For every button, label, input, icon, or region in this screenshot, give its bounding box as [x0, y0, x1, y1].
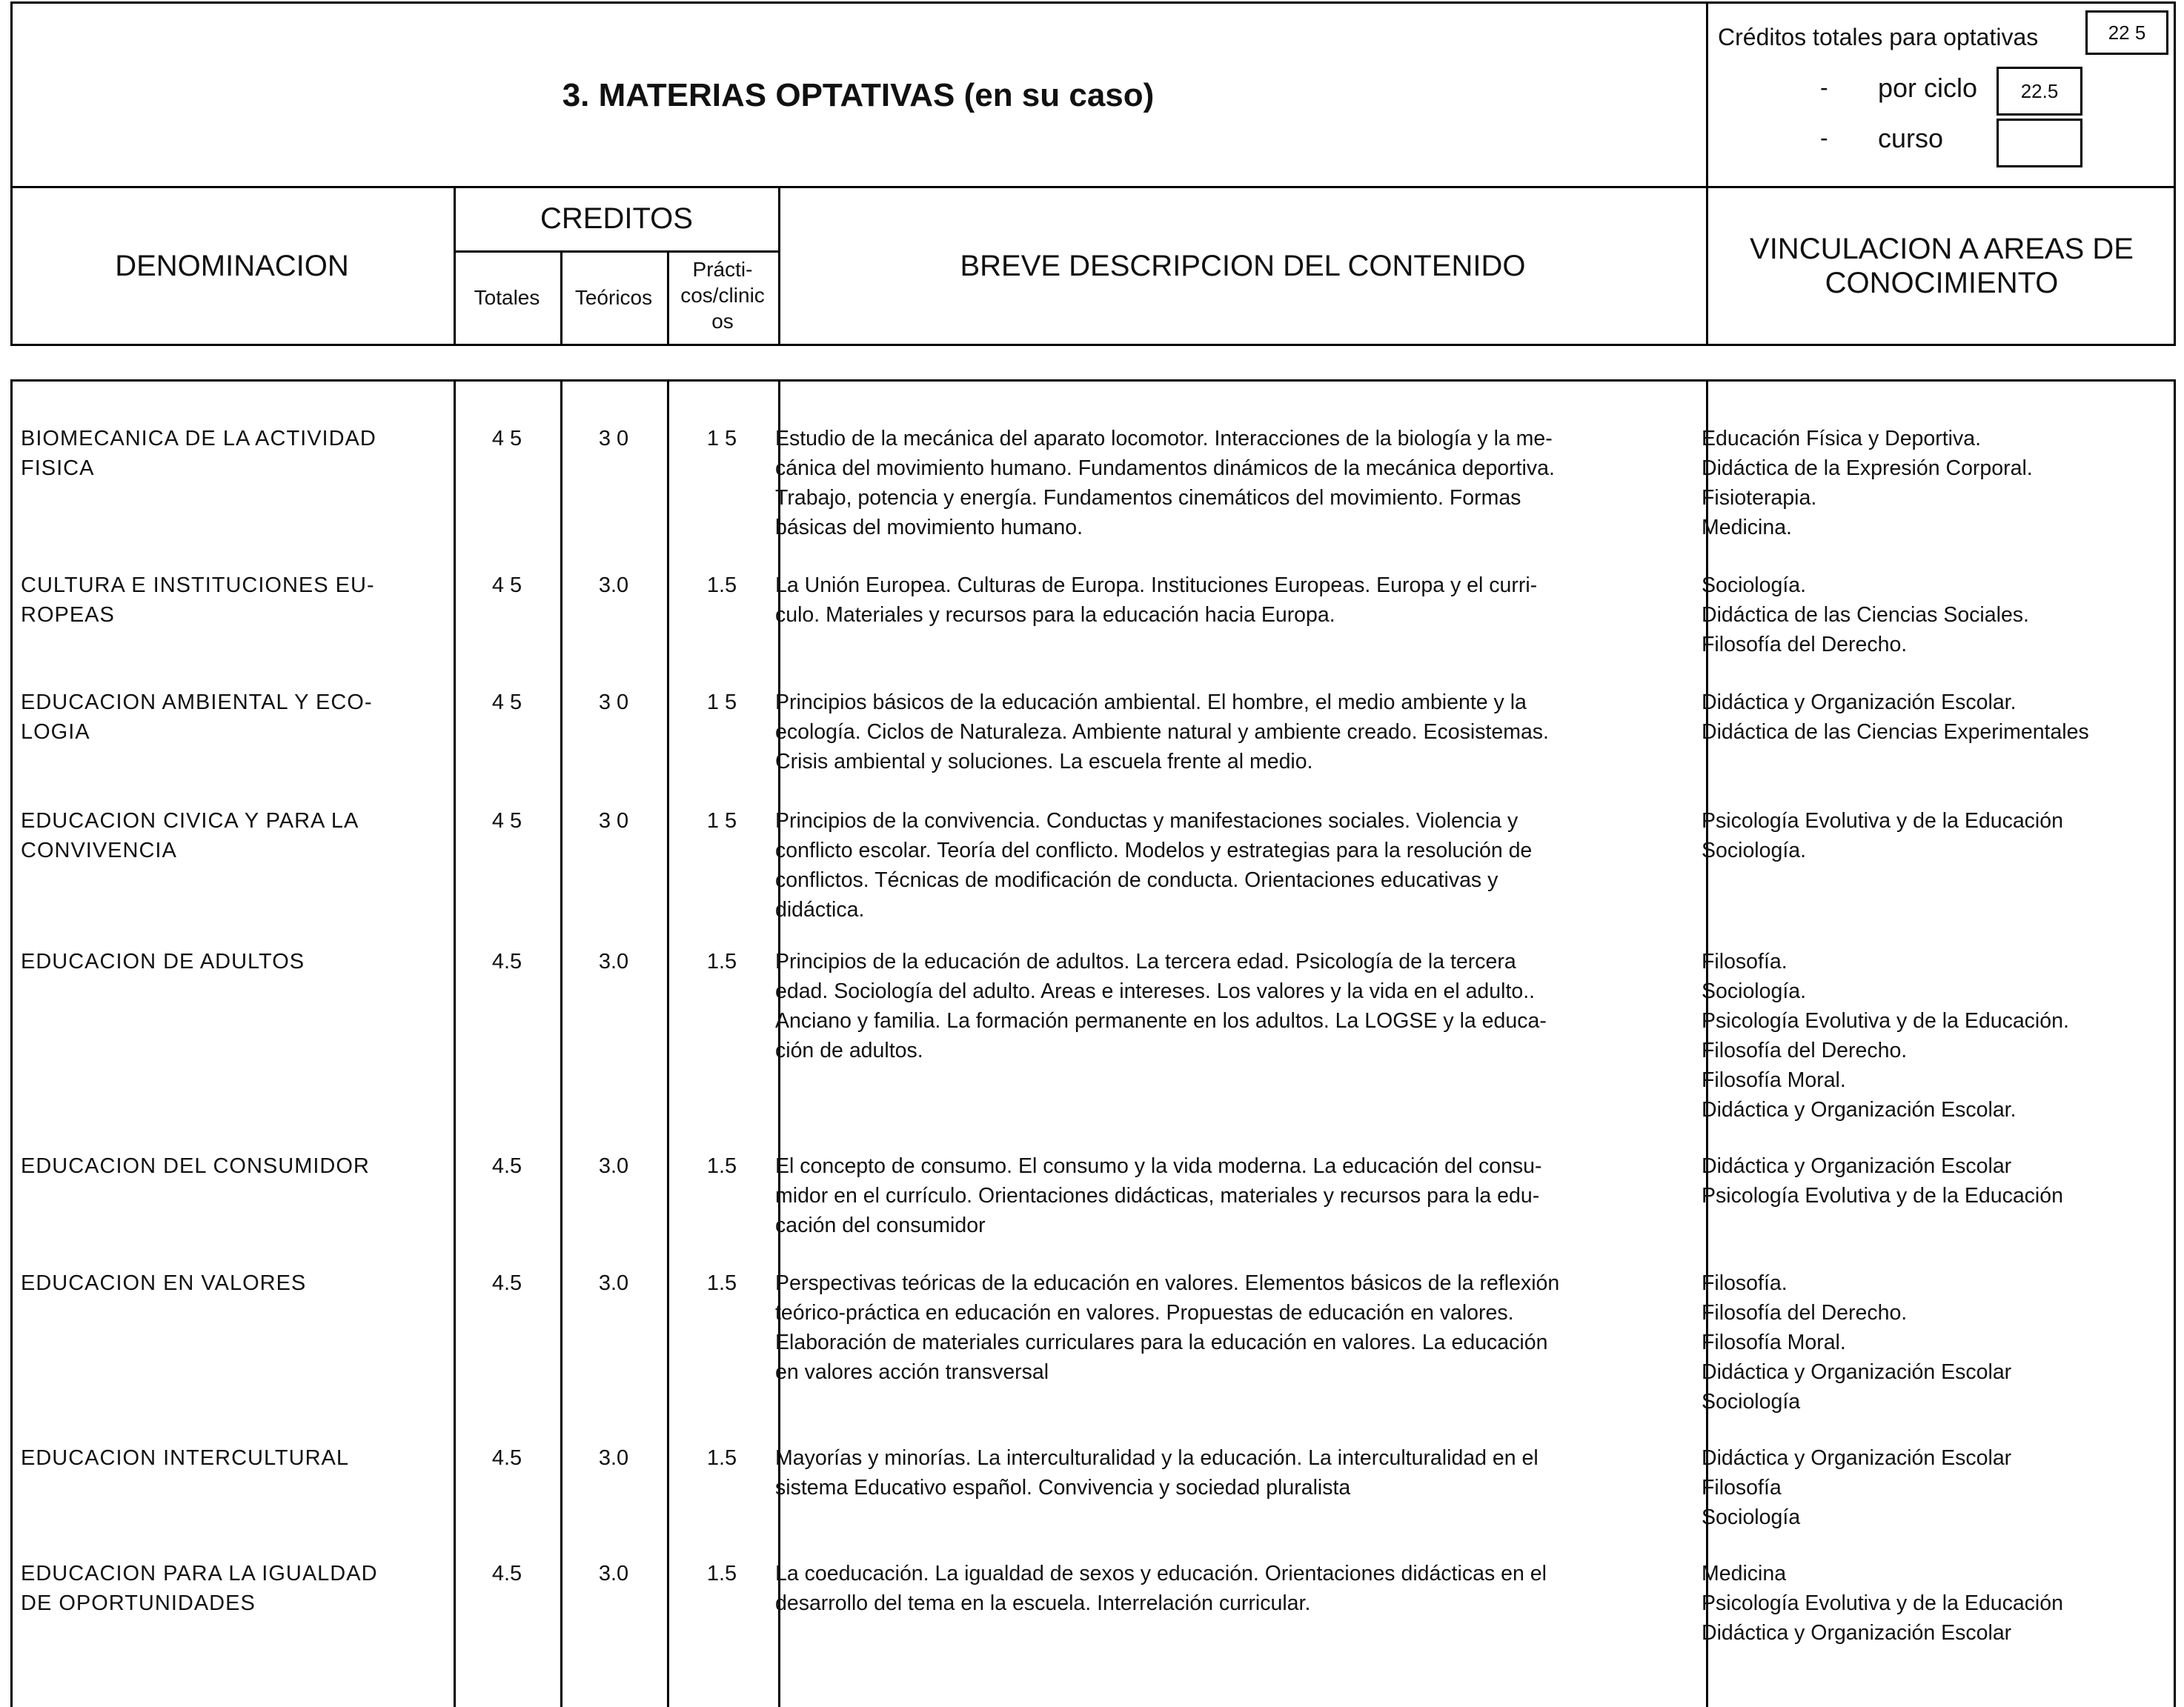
por-ciclo-label: por ciclo — [1878, 73, 1978, 103]
col-creditos: CREDITOS — [540, 202, 693, 235]
row-totales: 4 5 — [491, 809, 522, 833]
row-descripcion-line: Anciano y familia. La formación permanente en los adultos. La LOGSE y la educa- — [775, 1009, 1547, 1033]
row-area-item: Medicina — [1702, 1562, 1787, 1585]
row-totales: 4.5 — [491, 1271, 522, 1295]
row-descripcion — [775, 1268, 1690, 1387]
row-area-item: Filosofía Moral. — [1702, 1068, 1846, 1092]
row-denominacion — [21, 688, 436, 747]
row-area-item: Didáctica de las Ciencias Experimentales — [1702, 720, 2089, 744]
row-descripcion-line: desarrollo del tema en la escuela. Interrelación curricular. — [775, 1591, 1311, 1615]
por-ciclo-value: 22.5 — [1997, 67, 2082, 116]
row-teoricos: 3.0 — [598, 1562, 629, 1585]
row-area-item: Medicina. — [1702, 516, 1792, 539]
row-area-item: Sociología — [1702, 1505, 1801, 1529]
row-descripcion-line: cación del consumidor — [775, 1214, 986, 1237]
row-descripcion-line: El concepto de consumo. El consumo y la vida moderna. La educación del consu- — [775, 1154, 1542, 1178]
row-totales: 4 5 — [491, 691, 522, 714]
row-descripcion — [775, 806, 1690, 925]
row-descripcion-line: didáctica. — [775, 898, 865, 922]
row-area-item: Didáctica de la Expresión Corporal. — [1702, 456, 2033, 480]
row-area-item: Psicología Evolutiva y de la Educación. — [1702, 1009, 2069, 1033]
row-descripcion-line: Principios básicos de la educación ambiental. El hombre, el medio ambiente y la — [775, 691, 1527, 714]
row-area-item: Filosofía — [1702, 1476, 1782, 1500]
row-teoricos: 3.0 — [598, 950, 629, 974]
row-denominacion-line: EDUCACION DEL CONSUMIDOR — [21, 1154, 370, 1178]
creditos-totales-label: Créditos totales para optativas — [1718, 24, 2039, 50]
row-descripcion-line: culo. Materiales y recursos para la educación hacia Europa. — [775, 603, 1335, 627]
curso-value — [1997, 119, 2082, 167]
curso-dash: - — [1820, 124, 1828, 151]
row-denominacion-line: EDUCACION PARA LA IGUALDAD — [21, 1562, 378, 1585]
row-descripcion-line: sistema Educativo español. Convivencia y sociedad pluralista — [775, 1476, 1351, 1500]
row-descripcion-line: midor en el currículo. Orientaciones didácticas, materiales y recursos para la edu- — [775, 1184, 1540, 1208]
col-teoricos: Teóricos — [574, 286, 653, 309]
row-area-item: Didáctica y Organización Escolar. — [1702, 691, 2017, 714]
row-denominacion — [21, 1443, 436, 1473]
row-denominacion-line: CULTURA E INSTITUCIONES EU- — [21, 573, 375, 597]
row-area-item: Psicología Evolutiva y de la Educación — [1702, 809, 2063, 833]
row-totales: 4 5 — [491, 573, 522, 597]
col-vinculacion-line: CONOCIMIENTO — [1825, 267, 2059, 299]
row-descripcion-line: cánica del movimiento humano. Fundamentos dinámicos de la mecánica deportiva. — [775, 456, 1555, 480]
row-practicos: 1.5 — [706, 1446, 737, 1470]
row-descripcion-line: Estudio de la mecánica del aparato locomotor. Interacciones de la biología y la me- — [775, 427, 1553, 450]
row-descripcion-line: Principios de la convivencia. Conductas y manifestaciones sociales. Violencia y — [775, 809, 1518, 833]
row-practicos: 1.5 — [706, 573, 737, 597]
row-area-item: Didáctica y Organización Escolar — [1702, 1621, 2012, 1645]
row-descripcion — [775, 570, 1690, 630]
row-descripcion-line: conflictos. Técnicas de modificación de conducta. Orientaciones educativas y — [775, 868, 1498, 892]
row-practicos: 1.5 — [706, 1271, 737, 1295]
row-descripcion — [775, 1443, 1690, 1503]
row-descripcion — [775, 947, 1690, 1065]
row-areas — [1702, 1443, 2176, 1532]
row-areas — [1702, 1151, 2176, 1211]
row-denominacion — [21, 947, 436, 976]
row-totales: 4 5 — [491, 427, 522, 450]
row-practicos: 1 5 — [706, 427, 737, 450]
row-descripcion-line: Mayorías y minorías. La interculturalidad y la educación. La interculturalidad en el — [775, 1446, 1539, 1470]
row-descripcion-line: Trabajo, potencia y energía. Fundamentos cinemáticos del movimiento. Formas — [775, 486, 1521, 510]
row-areas — [1702, 947, 2176, 1125]
row-denominacion — [21, 1559, 436, 1618]
row-descripcion-line: Perspectivas teóricas de la educación en valores. Elementos básicos de la reflexión — [775, 1271, 1560, 1295]
row-descripcion-line: conflicto escolar. Teoría del conflicto. Modelos y estrategias para la resolución de — [775, 839, 1533, 862]
row-denominacion-line: FISICA — [21, 456, 95, 480]
row-area-item: Sociología. — [1702, 839, 1807, 862]
row-areas — [1702, 1559, 2176, 1648]
row-areas — [1702, 424, 2176, 542]
row-areas — [1702, 806, 2176, 865]
row-denominacion — [21, 570, 436, 630]
col-practicos-line: Prácti- — [692, 258, 753, 281]
row-denominacion — [21, 1268, 436, 1298]
row-denominacion-line: BIOMECANICA DE LA ACTIVIDAD — [21, 427, 376, 450]
row-area-item: Sociología — [1702, 1390, 1801, 1414]
row-area-item: Psicología Evolutiva y de la Educación — [1702, 1184, 2063, 1208]
por-ciclo-dash: - — [1820, 74, 1828, 101]
row-denominacion — [21, 1151, 436, 1181]
row-denominacion — [21, 806, 436, 865]
row-area-item: Sociología. — [1702, 979, 1807, 1003]
row-descripcion-line: ecología. Ciclos de Naturaleza. Ambiente natural y ambiente creado. Ecosistemas. — [775, 720, 1549, 744]
body-top-line — [10, 379, 2176, 382]
body-line-3 — [667, 379, 669, 1707]
row-teoricos: 3.0 — [598, 1271, 629, 1295]
row-denominacion — [21, 424, 436, 483]
row-denominacion-line: EDUCACION INTERCULTURAL — [21, 1446, 350, 1470]
row-descripcion-line: teórico-práctica en educación en valores. Propuestas de educación en valores. — [775, 1301, 1514, 1325]
row-area-item: Didáctica de las Ciencias Sociales. — [1702, 603, 2029, 627]
row-teoricos: 3.0 — [598, 573, 629, 597]
row-practicos: 1.5 — [706, 1562, 737, 1585]
col-practicos-line: os — [711, 310, 734, 333]
row-area-item: Filosofía Moral. — [1702, 1331, 1846, 1354]
row-area-item: Fisioterapia. — [1702, 486, 1817, 510]
row-descripcion — [775, 688, 1690, 776]
creditos-totales-value: 22 5 — [2085, 10, 2168, 55]
row-descripcion-line: La Unión Europea. Culturas de Europa. Instituciones Europeas. Europa y el curri- — [775, 573, 1538, 597]
col-practicos-line: cos/clinic — [680, 284, 765, 307]
col-vinculacion-line: VINCULACION A AREAS DE — [1750, 233, 2134, 265]
row-area-item: Psicología Evolutiva y de la Educación — [1702, 1591, 2063, 1615]
row-area-item: Educación Física y Deportiva. — [1702, 427, 1981, 450]
row-totales: 4.5 — [491, 1562, 522, 1585]
row-descripcion-line: edad. Sociología del adulto. Areas e intereses. Los valores y la vida en el adulto.. — [775, 979, 1536, 1003]
row-totales: 4.5 — [491, 1446, 522, 1470]
row-descripcion — [775, 1151, 1690, 1240]
row-practicos: 1 5 — [706, 691, 737, 714]
row-area-item: Didáctica y Organización Escolar — [1702, 1154, 2012, 1178]
row-area-item: Didáctica y Organización Escolar — [1702, 1360, 2012, 1384]
col-vinculacion — [1707, 186, 2176, 346]
row-descripcion-line: Crisis ambiental y soluciones. La escuela frente al medio. — [775, 750, 1313, 773]
row-areas — [1702, 688, 2176, 747]
row-teoricos: 3.0 — [598, 1154, 629, 1178]
row-denominacion-line: LOGIA — [21, 720, 90, 744]
header-divider — [1706, 1, 1708, 188]
col-totales: Totales — [474, 286, 540, 309]
row-descripcion — [775, 1559, 1690, 1618]
row-descripcion-line: Elaboración de materiales curriculares para la educación en valores. La educación — [775, 1331, 1548, 1354]
row-area-item: Filosofía del Derecho. — [1702, 633, 1908, 656]
row-descripcion-line: básicas del movimiento humano. — [775, 516, 1083, 539]
col-practicos — [667, 256, 778, 334]
row-area-item: Didáctica y Organización Escolar. — [1702, 1098, 2017, 1122]
row-descripcion — [775, 424, 1690, 542]
row-practicos: 1.5 — [706, 950, 737, 974]
row-denominacion-line: EDUCACION EN VALORES — [21, 1271, 307, 1295]
col-denominacion: DENOMINACION — [115, 250, 349, 282]
row-areas — [1702, 1268, 2176, 1417]
row-area-item: Didáctica y Organización Escolar — [1702, 1446, 2012, 1470]
col-descripcion: BREVE DESCRIPCION DEL CONTENIDO — [960, 250, 1526, 282]
row-totales: 4.5 — [491, 1154, 522, 1178]
row-area-item: Sociología. — [1702, 573, 1807, 597]
row-denominacion-line: EDUCACION DE ADULTOS — [21, 950, 305, 974]
curso-label: curso — [1878, 123, 1944, 153]
row-practicos: 1.5 — [706, 1154, 737, 1178]
row-denominacion-line: CONVIVENCIA — [21, 839, 177, 862]
row-area-item: Filosofía del Derecho. — [1702, 1039, 1908, 1062]
row-areas — [1702, 570, 2176, 659]
row-area-item: Filosofía. — [1702, 950, 1788, 974]
body-line-0 — [10, 379, 13, 1707]
page-title: 3. MATERIAS OPTATIVAS (en su caso) — [562, 77, 1155, 113]
row-teoricos: 3 0 — [598, 691, 629, 714]
row-denominacion-line: DE OPORTUNIDADES — [21, 1591, 256, 1615]
row-descripcion-line: ción de adultos. — [775, 1039, 923, 1062]
row-teoricos: 3 0 — [598, 427, 629, 450]
row-descripcion-line: La coeducación. La igualdad de sexos y educación. Orientaciones didácticas en el — [775, 1562, 1547, 1585]
row-denominacion-line: EDUCACION CIVICA Y PARA LA — [21, 809, 359, 833]
row-teoricos: 3.0 — [598, 1446, 629, 1470]
row-denominacion-line: ROPEAS — [21, 603, 115, 627]
row-teoricos: 3 0 — [598, 809, 629, 833]
row-descripcion-line: en valores acción transversal — [775, 1360, 1049, 1384]
row-descripcion-line: Principios de la educación de adultos. La tercera edad. Psicología de la tercera — [775, 950, 1516, 974]
row-denominacion-line: EDUCACION AMBIENTAL Y ECO- — [21, 691, 373, 714]
row-totales: 4.5 — [491, 950, 522, 974]
row-area-item: Filosofía del Derecho. — [1702, 1301, 1908, 1325]
row-practicos: 1 5 — [706, 809, 737, 833]
row-area-item: Filosofía. — [1702, 1271, 1788, 1295]
